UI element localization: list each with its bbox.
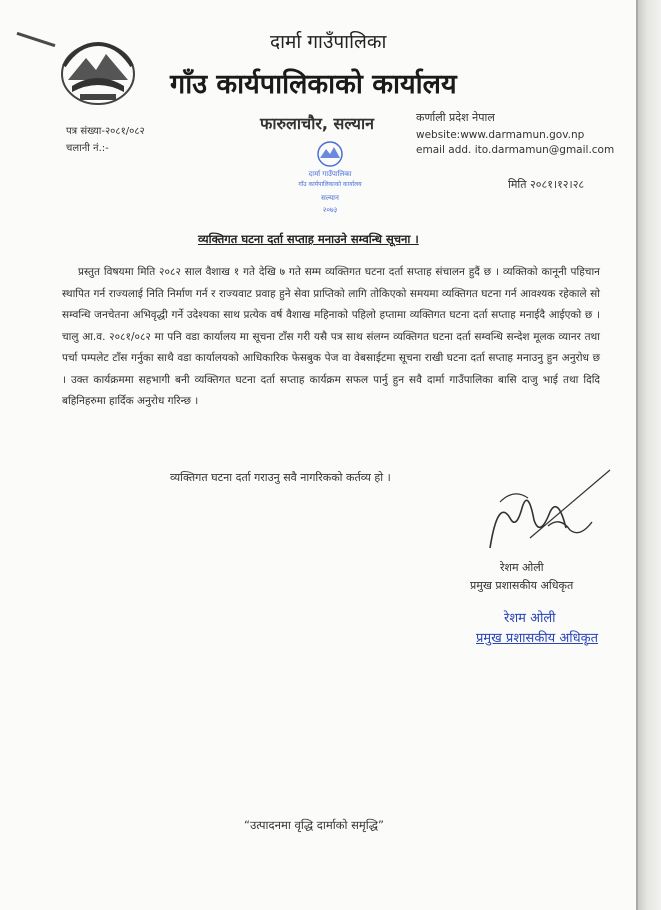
svg-text:सल्यान: सल्यान bbox=[321, 194, 339, 202]
dispatch-number: चलानी नं.:- bbox=[66, 143, 109, 154]
svg-text:दार्मा गाउँपालिका: दार्मा गाउँपालिका bbox=[308, 170, 352, 178]
website-text: website:www.darmamun.gov.np bbox=[416, 129, 585, 141]
stamp-signatory-title: प्रमुख प्रशासकीय अधिकृत bbox=[476, 631, 599, 646]
svg-text:गाँउ कार्यपालिकाको कार्यालय: गाँउ कार्यपालिकाको कार्यालय bbox=[298, 181, 362, 188]
office-stamp-icon bbox=[298, 140, 362, 220]
palika-name: दार्मा गाउँपालिका bbox=[270, 31, 387, 53]
stamp-signatory-name: रेशम ओली bbox=[504, 611, 556, 626]
signatory-name: रेशम ओली bbox=[500, 561, 544, 574]
page-shadow bbox=[638, 0, 661, 910]
slogan: “उत्पादनमा वृद्धि दार्माको समृद्धि” bbox=[244, 818, 384, 832]
nepal-emblem-icon bbox=[58, 40, 138, 108]
office-name: गाँउ कार्यपालिकाको कार्यालय bbox=[170, 69, 457, 100]
notice-body: प्रस्तुत विषयमा मिति २०८२ साल वैशाख १ गते देखि ७ गते सम्म व्यक्तिगत घटना दर्ता सप्ताह संचालन हुदैं छ । व्यक्तिको कानूनी पहिचान स्थापित गर्न राज्यलाई निति निर्माण गर्न र राज्यवाट प्रवाह हुने सेवा प्राप्तिको लागि तोकिएको समयमा व्यक्तिगत घटना गर्न आवश्यक रहेकाले सो सम्वन्धि जनचेतना अभिवृद्धी गर्ने उदेश्यका साथ प्रत्येक वर्ष वैशाख महिनाको पहिलो हप्तामा व्यक्तिगत घटना दर्ता सप्ताह मनाईदै आईएको छ । चालु आ.व. २०८१/०८२ मा पनि वडा कार्यालय मा सूचना टाँस गरी यसै पत्र साथ संलग्न व्यक्तिगत घटना दर्ता सम्वन्धि सन्देश मूलक व्यानर तथा पर्चा पम्पलेट टाँस गर्नुका साथै वडा कार्यालयको आधिकारिक फेसबुक पेज वा वेबसाईटमा सूचना राखी घटना दर्ता सप्ताह मनाउनु हुन अनुरोध छ । उक्त कार्यक्रममा सहभागी बनी व्यक्तिगत घटना दर्ता सप्ताह कार्यक्रम सफल पार्नु हुन सवै दार्मा गाउँपालिका बासि दाजु भाई तथा दिदि बहिनिहरुमा हार्दिक अनुरोध गरिन्छ । bbox=[62, 266, 600, 407]
office-address: फारुलाचौर, सल्यान bbox=[260, 114, 374, 133]
letter-number: पत्र संख्या-२०८१/०८२ bbox=[66, 126, 145, 137]
letter-date: मिति २०८१।१२।२८ bbox=[508, 178, 585, 191]
email-text: email add. ito.darmamun@gmail.com bbox=[416, 144, 615, 156]
province-name: कर्णाली प्रदेश नेपाल bbox=[416, 111, 495, 124]
signature-icon bbox=[470, 468, 620, 568]
svg-text:२०७३: २०७३ bbox=[322, 206, 338, 214]
notice-subject: व्यक्तिगत घटना दर्ता सप्ताह मनाउने सम्वन्धि सूचना । bbox=[198, 232, 419, 246]
signatory-title: प्रमुख प्रशासकीय अधिकृत bbox=[470, 579, 574, 592]
duty-line: व्यक्तिगत घटना दर्ता गराउनु सवै नागरिकको कर्तव्य हो । bbox=[170, 471, 391, 484]
